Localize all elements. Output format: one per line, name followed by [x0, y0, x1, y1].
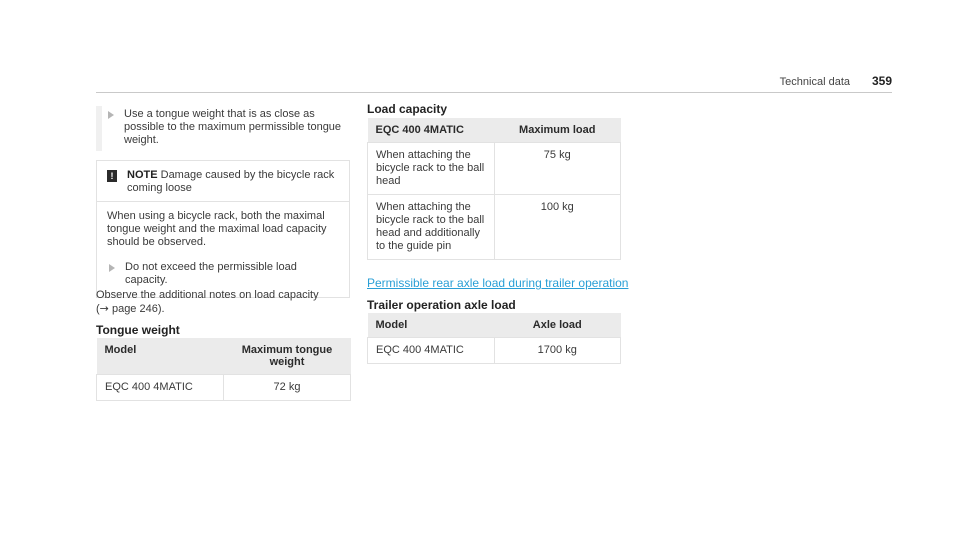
cell-value: 75 kg — [494, 143, 621, 195]
section-title: Technical data — [779, 76, 850, 88]
cell-value: 100 kg — [494, 195, 621, 260]
cell-model: EQC 400 4MATIC — [368, 338, 495, 364]
page-ref-link[interactable]: page 246). — [111, 303, 165, 315]
load-capacity-table — [367, 118, 621, 260]
table-header-row — [368, 313, 621, 338]
note-step — [107, 261, 339, 287]
note-step-text: Do not exceed the permissible load capacity. — [125, 261, 297, 286]
table-header-row — [97, 338, 351, 375]
column-header-model: Model — [97, 338, 224, 375]
table-row — [368, 338, 621, 364]
page-number: 359 — [871, 74, 892, 88]
note-header — [97, 161, 349, 202]
cell-description: When attaching the bicycle rack to the ball head — [368, 143, 495, 195]
step-text: Use a tongue weight that is as close as possible to the maximum permissible tongue weight. — [124, 108, 342, 146]
trailer-axle-load-table — [367, 313, 621, 364]
step-arrow-icon — [109, 264, 115, 272]
trailer-axle-load-heading: Trailer operation axle load — [367, 298, 516, 312]
table-row — [368, 143, 621, 195]
column-header-max-tongue-weight: Maximum tongue weight — [224, 338, 351, 375]
column-header-model: EQC 400 4MATIC — [368, 118, 495, 143]
column-header-axle-load: Axle load — [494, 313, 621, 338]
table-row — [97, 375, 351, 401]
table-header-row — [368, 118, 621, 143]
cell-value: 1700 kg — [494, 338, 621, 364]
tongue-weight-table — [96, 338, 351, 401]
cell-model: EQC 400 4MATIC — [97, 375, 224, 401]
note-label: NOTE — [127, 169, 158, 181]
note-title: Damage caused by the bicycle rack coming loose — [127, 169, 335, 194]
step-tongue-weight — [96, 106, 350, 151]
warning-icon: ! — [107, 170, 117, 182]
cell-description: When attaching the bicycle rack to the ball head and additionally to the guide pin — [368, 195, 495, 260]
note-text: When using a bicycle rack, both the maximal tongue weight and the maximal load capacity should be observed. — [107, 210, 327, 248]
step-arrow-icon — [108, 111, 114, 119]
header-rule — [96, 92, 892, 93]
column-header-model: Model — [368, 313, 495, 338]
note-body — [97, 202, 349, 297]
observe-text: Observe the additional notes on load capacity — [96, 289, 319, 301]
trailer-axle-load-link[interactable]: Permissible rear axle load during trailer operation — [367, 276, 629, 290]
tongue-weight-heading: Tongue weight — [96, 323, 180, 337]
observe-paragraph: Observe the additional notes on load capacity (→ page 246). — [96, 288, 352, 316]
column-header-max-load: Maximum load — [494, 118, 621, 143]
cell-value: 72 kg — [224, 375, 351, 401]
load-capacity-heading: Load capacity — [367, 102, 448, 116]
note-box — [96, 160, 350, 298]
page-ref-arrow-icon: → — [99, 302, 109, 315]
table-row — [368, 195, 621, 260]
